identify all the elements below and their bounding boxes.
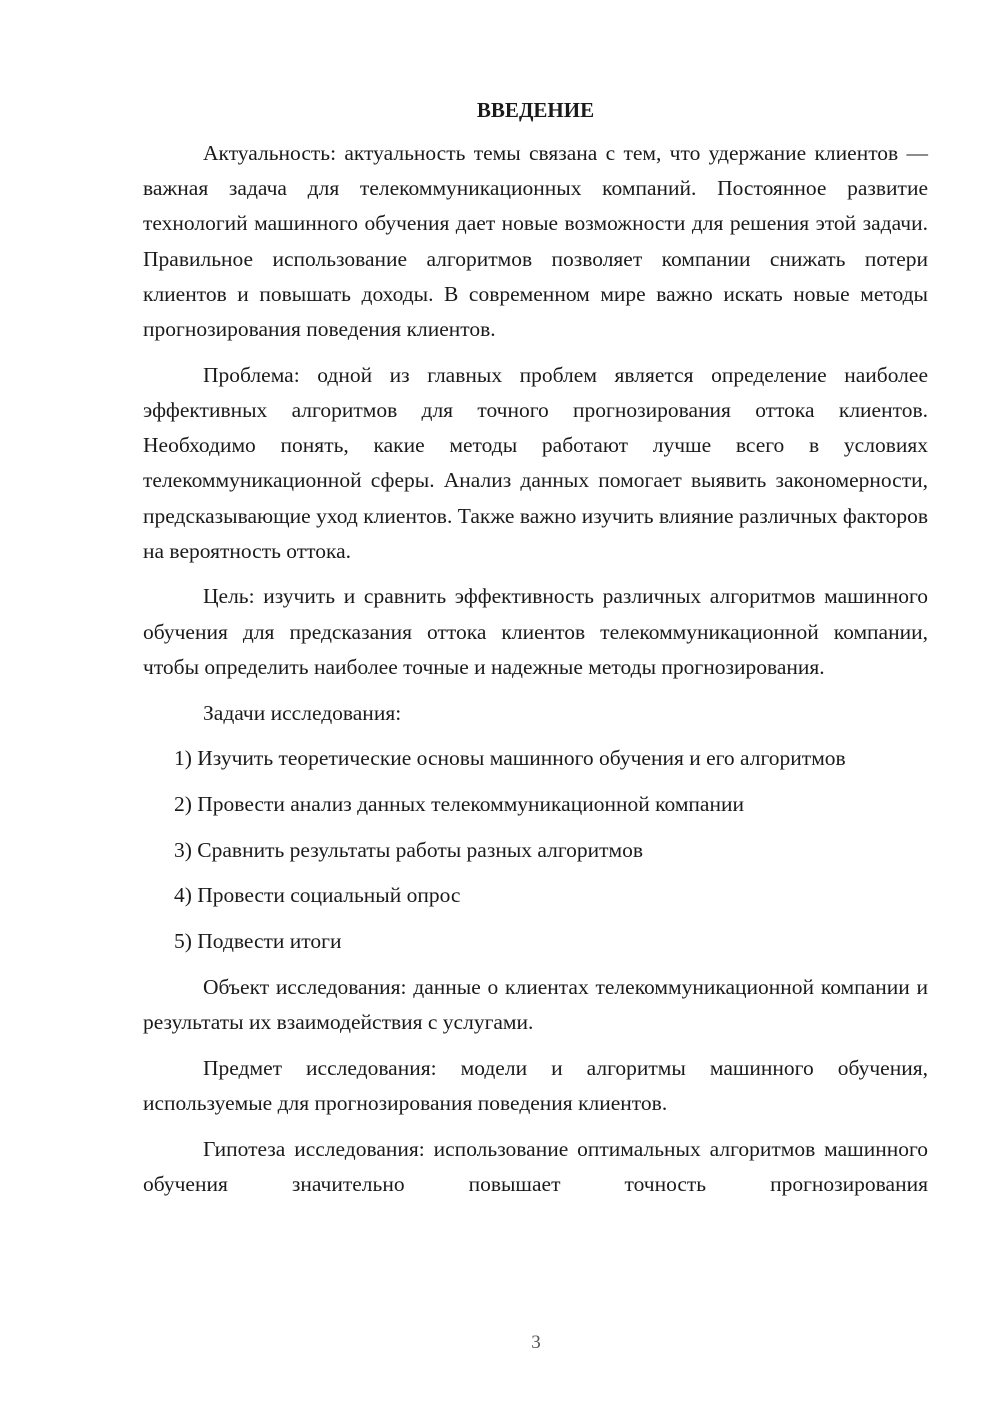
paragraph-goal: Цель: изучить и сравнить эффективность различных алгоритмов машинного обучения для предсказания оттока клиентов телекоммуникационной компании, чтобы определить наиболее точные и надежные методы прогнозирования. — [143, 584, 928, 679]
document-page — [143, 90, 928, 1202]
task-item-2: 2) Провести анализ данных телекоммуникационной компании — [174, 791, 744, 816]
tasks-title: Задачи исследования: — [203, 700, 402, 725]
paragraph-subject: Предмет исследования: модели и алгоритмы машинного обучения, используемые для прогнозирования поведения клиентов. — [143, 1055, 928, 1115]
task-item-3: 3) Сравнить результаты работы разных алгоритмов — [174, 837, 644, 862]
paragraph-object: Объект исследования: данные о клиентах телекоммуникационной компании и результаты их взаимодействия с услугами. — [143, 974, 928, 1034]
task-item-5: 5) Подвести итоги — [174, 929, 342, 954]
paragraph-hypothesis: Гипотеза исследования: использование оптимальных алгоритмов машинного обучения значительно повышает точность прогнозирования — [143, 1136, 928, 1196]
page-number: 3 — [531, 1332, 541, 1353]
paragraph-relevance: Актуальность: актуальность темы связана с тем, что удержание клиентов — важная задача для телекоммуникационных компаний. Постоянное развитие технологий машинного обучения дает новые возможности для решения этой задачи. Правильное использование алгоритмов позволяет компании снижать потери клиентов и повышать доходы. В современном мире важно искать новые методы прогнозирования поведения клиентов. — [143, 141, 928, 342]
paragraph-problem: Проблема: одной из главных проблем является определение наиболее эффективных алгоритмов для точного прогнозирования оттока клиентов. Необходимо понять, какие методы работают лучше всего в условиях телекоммуникационной сферы. Анализ данных помогает выявить закономерности, предсказывающие уход клиентов. Также важно изучить влияние различных факторов на вероятность оттока. — [143, 362, 928, 563]
section-heading: ВВЕДЕНИЕ — [476, 98, 595, 122]
task-item-4: 4) Провести социальный опрос — [174, 883, 461, 908]
task-item-1: 1) Изучить теоретические основы машинного обучения и его алгоритмов — [174, 746, 846, 771]
